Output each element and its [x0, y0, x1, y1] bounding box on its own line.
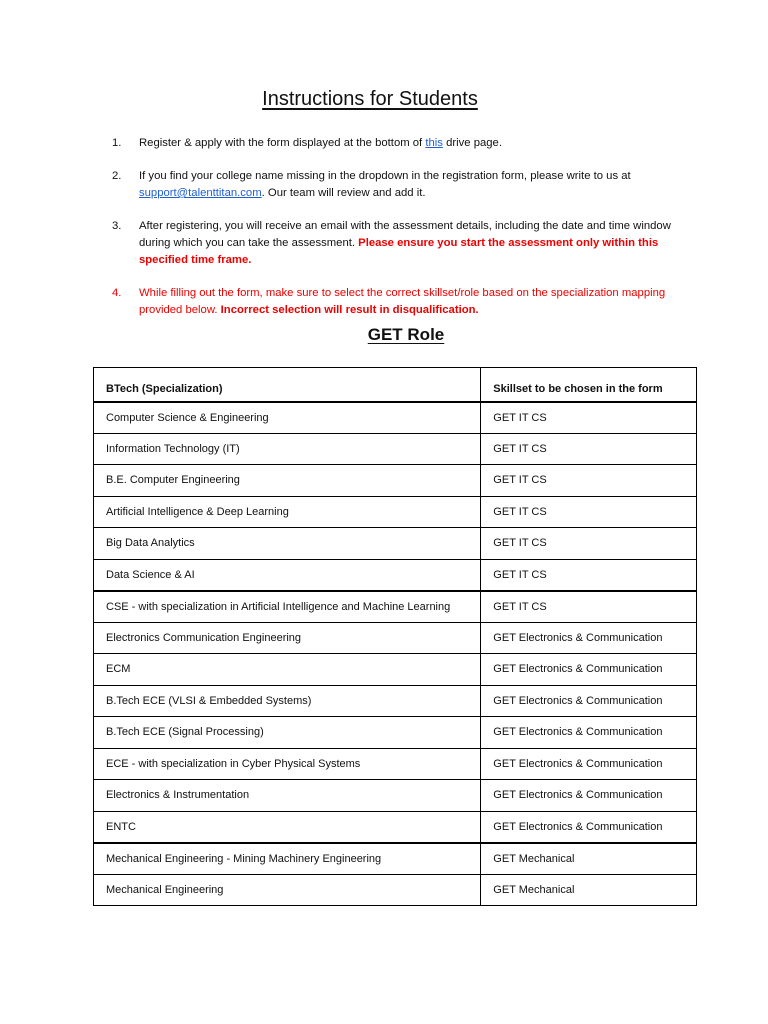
instruction-item-3 [112, 218, 672, 269]
specialization-cell: Electronics & Instrumentation [94, 780, 481, 812]
specialization-cell: ECM [94, 654, 481, 686]
specialization-cell: B.Tech ECE (VLSI & Embedded Systems) [94, 685, 481, 717]
specialization-cell: Big Data Analytics [94, 528, 481, 560]
instruction-warning: Incorrect selection will result in disqualification. [220, 304, 479, 316]
instruction-text-part: If you find your college name missing in the dropdown in the registration form, please write to us at [139, 170, 631, 182]
instruction-text [139, 135, 672, 152]
table-row [94, 685, 697, 717]
skillset-cell: GET Electronics & Communication [481, 780, 697, 812]
table-row [94, 559, 697, 591]
skillset-cell: GET Mechanical [481, 843, 697, 875]
instruction-text-part: Register & apply with the form displayed at the bottom of [139, 137, 426, 149]
skillset-cell: GET Mechanical [481, 874, 697, 906]
instruction-text [139, 168, 672, 202]
skillset-cell: GET Electronics & Communication [481, 654, 697, 686]
skillset-cell: GET IT CS [481, 559, 697, 591]
specialization-cell: Information Technology (IT) [94, 433, 481, 465]
instruction-item-1 [112, 135, 672, 152]
instruction-text-part: . Our team will review and add it. [261, 187, 426, 199]
specialization-cell: B.E. Computer Engineering [94, 465, 481, 497]
table-row [94, 654, 697, 686]
instruction-number: 1. [112, 137, 122, 149]
specialization-cell: ECE - with specialization in Cyber Physical Systems [94, 748, 481, 780]
instruction-number: 2. [112, 170, 122, 182]
specialization-cell: Artificial Intelligence & Deep Learning [94, 496, 481, 528]
skillset-cell: GET Electronics & Communication [481, 685, 697, 717]
column-header-specialization: BTech (Specialization) [94, 368, 481, 402]
skillset-cell: GET Electronics & Communication [481, 748, 697, 780]
table-row [94, 402, 697, 434]
specialization-cell: B.Tech ECE (Signal Processing) [94, 717, 481, 749]
table-row [94, 811, 697, 843]
skillset-cell: GET IT CS [481, 528, 697, 560]
skillset-cell: GET IT CS [481, 402, 697, 434]
table-row [94, 622, 697, 654]
table-row [94, 465, 697, 497]
table-row [94, 874, 697, 906]
instruction-text-part: drive page. [442, 137, 502, 149]
instruction-warning: Please ensure you start the assessment only within this specified time frame. [139, 237, 659, 266]
table-header-row [94, 368, 697, 402]
table-row [94, 433, 697, 465]
column-header-skillset: Skillset to be chosen in the form [481, 368, 697, 402]
table-row [94, 748, 697, 780]
instruction-number: 4. [112, 287, 122, 299]
specialization-cell: ENTC [94, 811, 481, 843]
instruction-text-part: After registering, you will receive an email with the assessment details, including the date and time window during which you can take the assessment. [139, 220, 671, 249]
table-row [94, 591, 697, 623]
specialization-mapping-table [93, 367, 697, 906]
instruction-text-part: While filling out the form, make sure to select the correct skillset/role based on the specialization mapping provided below. [139, 287, 666, 316]
instruction-text [139, 285, 672, 319]
skillset-cell: GET IT CS [481, 496, 697, 528]
specialization-cell: CSE - with specialization in Artificial Intelligence and Machine Learning [94, 591, 481, 623]
instructions-list [112, 135, 672, 335]
specialization-cell: Mechanical Engineering [94, 874, 481, 906]
specialization-cell: Computer Science & Engineering [94, 402, 481, 434]
skillset-cell: GET Electronics & Communication [481, 622, 697, 654]
table-row [94, 780, 697, 812]
table-row [94, 528, 697, 560]
instruction-item-4 [112, 285, 672, 319]
drive-page-link[interactable]: this [425, 137, 443, 149]
specialization-cell: Electronics Communication Engineering [94, 622, 481, 654]
table-row [94, 496, 697, 528]
support-email-link[interactable]: support@talenttitan.com [139, 187, 262, 199]
instruction-number: 3. [112, 220, 122, 232]
specialization-cell: Data Science & AI [94, 559, 481, 591]
instruction-item-2 [112, 168, 672, 202]
specialization-cell: Mechanical Engineering - Mining Machinery Engineering [94, 843, 481, 875]
section-title-get-role: GET Role [367, 325, 445, 344]
skillset-cell: GET IT CS [481, 433, 697, 465]
table-row [94, 843, 697, 875]
skillset-cell: GET IT CS [481, 591, 697, 623]
table-row [94, 717, 697, 749]
skillset-cell: GET Electronics & Communication [481, 717, 697, 749]
skillset-cell: GET Electronics & Communication [481, 811, 697, 843]
instruction-text [139, 218, 672, 269]
skillset-cell: GET IT CS [481, 465, 697, 497]
page-title: Instructions for Students [262, 88, 478, 110]
